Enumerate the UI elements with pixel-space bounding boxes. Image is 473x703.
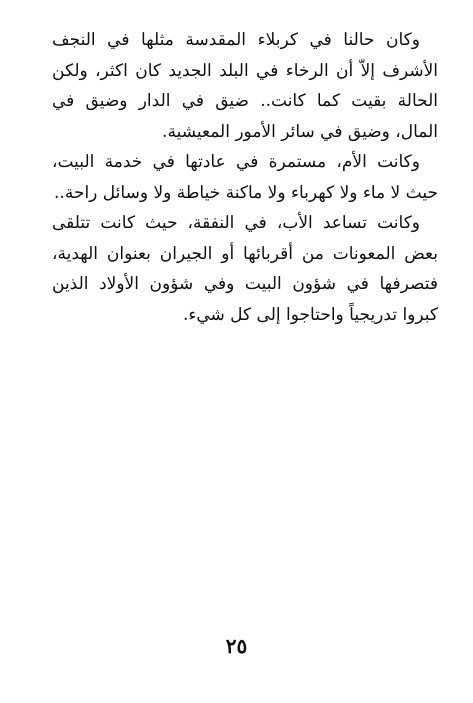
- paragraph-3: وكانت تساعد الأب، في النفقة، حيث كانت تتلقى بعض المعونات من أقربائها أو الجيران بعنوان الهدية، فتصرفها في شؤون البيت وفي شؤون الأولاد الذين كبروا تدريجياً واحتاجوا إلى كل شيء.: [52, 213, 438, 325]
- paragraph-1: وكان حالنا في كربلاء المقدسة مثلها في النجف الأشرف إلاّ أن الرخاء في البلد الجديد كان اكثر، ولكن الحالة بقيت كما كانت.. ضيق في الدار وضيق في المال، وضيق في سائر الأمور المعيشية.: [52, 30, 438, 142]
- body-text: [52, 25, 438, 330]
- paragraph-2: وكانت الأم، مستمرة في عادتها في خدمة البيت، حيث لا ماء ولا كهرباء ولا ماكنة خياطة ولا وسائل راحة..: [52, 152, 438, 203]
- page-number: ٢٥: [225, 634, 248, 658]
